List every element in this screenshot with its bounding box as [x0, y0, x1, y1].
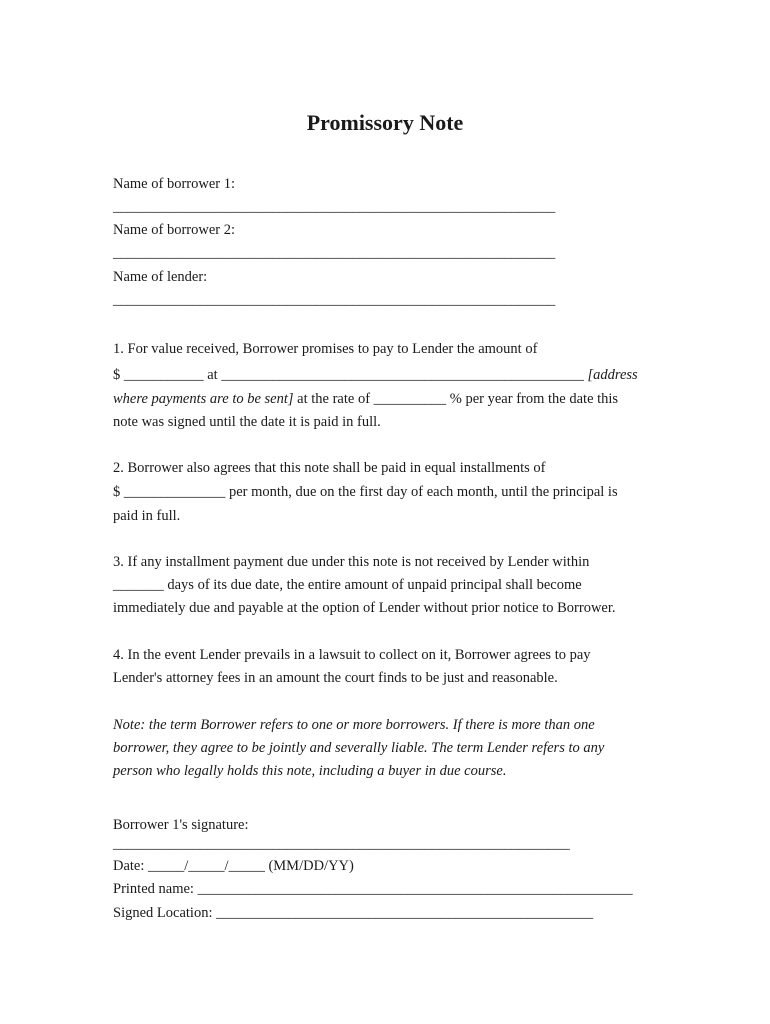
- clause-1-line-4: note was signed until the date it is paid in full.: [113, 414, 381, 430]
- signed-location-field: Signed Location: ____________________________________________________: [113, 905, 594, 921]
- clause-1-line-1: 1. For value received, Borrower promises to pay to Lender the amount of: [113, 341, 538, 357]
- clause-2-line-2: $ ______________ per month, due on the first day of each month, until the principal is: [113, 484, 618, 500]
- clause-4-line-1: 4. In the event Lender prevails in a lawsuit to collect on it, Borrower agrees to pay: [113, 647, 591, 663]
- date-field: Date: _____/_____/_____ (MM/DD/YY): [113, 858, 354, 874]
- clause-1-address-note-cont: where payments are to be sent]: [113, 391, 294, 407]
- signature-label: Borrower 1's signature:: [113, 817, 249, 833]
- note-line-2: borrower, they agree to be jointly and severally liable. The term Lender refers to any: [113, 740, 605, 756]
- clause-1-line-2-text: $ ___________ at __________________________________________________: [113, 367, 588, 383]
- note-line-1: Note: the term Borrower refers to one or more borrowers. If there is more than one: [113, 717, 595, 733]
- borrower-1-blank: _____________________________________________________________: [113, 199, 556, 215]
- signature-blank: _______________________________________________________________: [113, 836, 570, 852]
- borrower-2-blank: _____________________________________________________________: [113, 245, 556, 261]
- lender-blank: _____________________________________________________________: [113, 292, 556, 308]
- borrower-2-label: Name of borrower 2:: [113, 222, 235, 238]
- borrower-1-label: Name of borrower 1:: [113, 176, 235, 192]
- lender-label: Name of lender:: [113, 269, 208, 285]
- printed-name-field: Printed name: ____________________________________________________________: [113, 881, 633, 897]
- clause-3-line-2: _______ days of its due date, the entire amount of unpaid principal shall become: [113, 577, 582, 593]
- note-line-3: person who legally holds this note, including a buyer in due course.: [113, 763, 507, 779]
- clause-2-line-3: paid in full.: [113, 508, 181, 524]
- document-title: Promissory Note: [306, 110, 464, 135]
- clause-1-line-3-text: at the rate of __________ % per year from the date this: [293, 391, 619, 407]
- clause-2-line-1: 2. Borrower also agrees that this note shall be paid in equal installments of: [113, 460, 546, 476]
- clause-3-line-1: 3. If any installment payment due under this note is not received by Lender within: [113, 554, 590, 570]
- clause-1-line-3: [113, 390, 618, 408]
- clause-1-line-2: [113, 366, 638, 384]
- clause-3-line-3: immediately due and payable at the option of Lender without prior notice to Borrower.: [113, 600, 616, 616]
- clause-4-line-2: Lender's attorney fees in an amount the court finds to be just and reasonable.: [113, 670, 558, 686]
- clause-1-address-note: [address: [587, 367, 638, 383]
